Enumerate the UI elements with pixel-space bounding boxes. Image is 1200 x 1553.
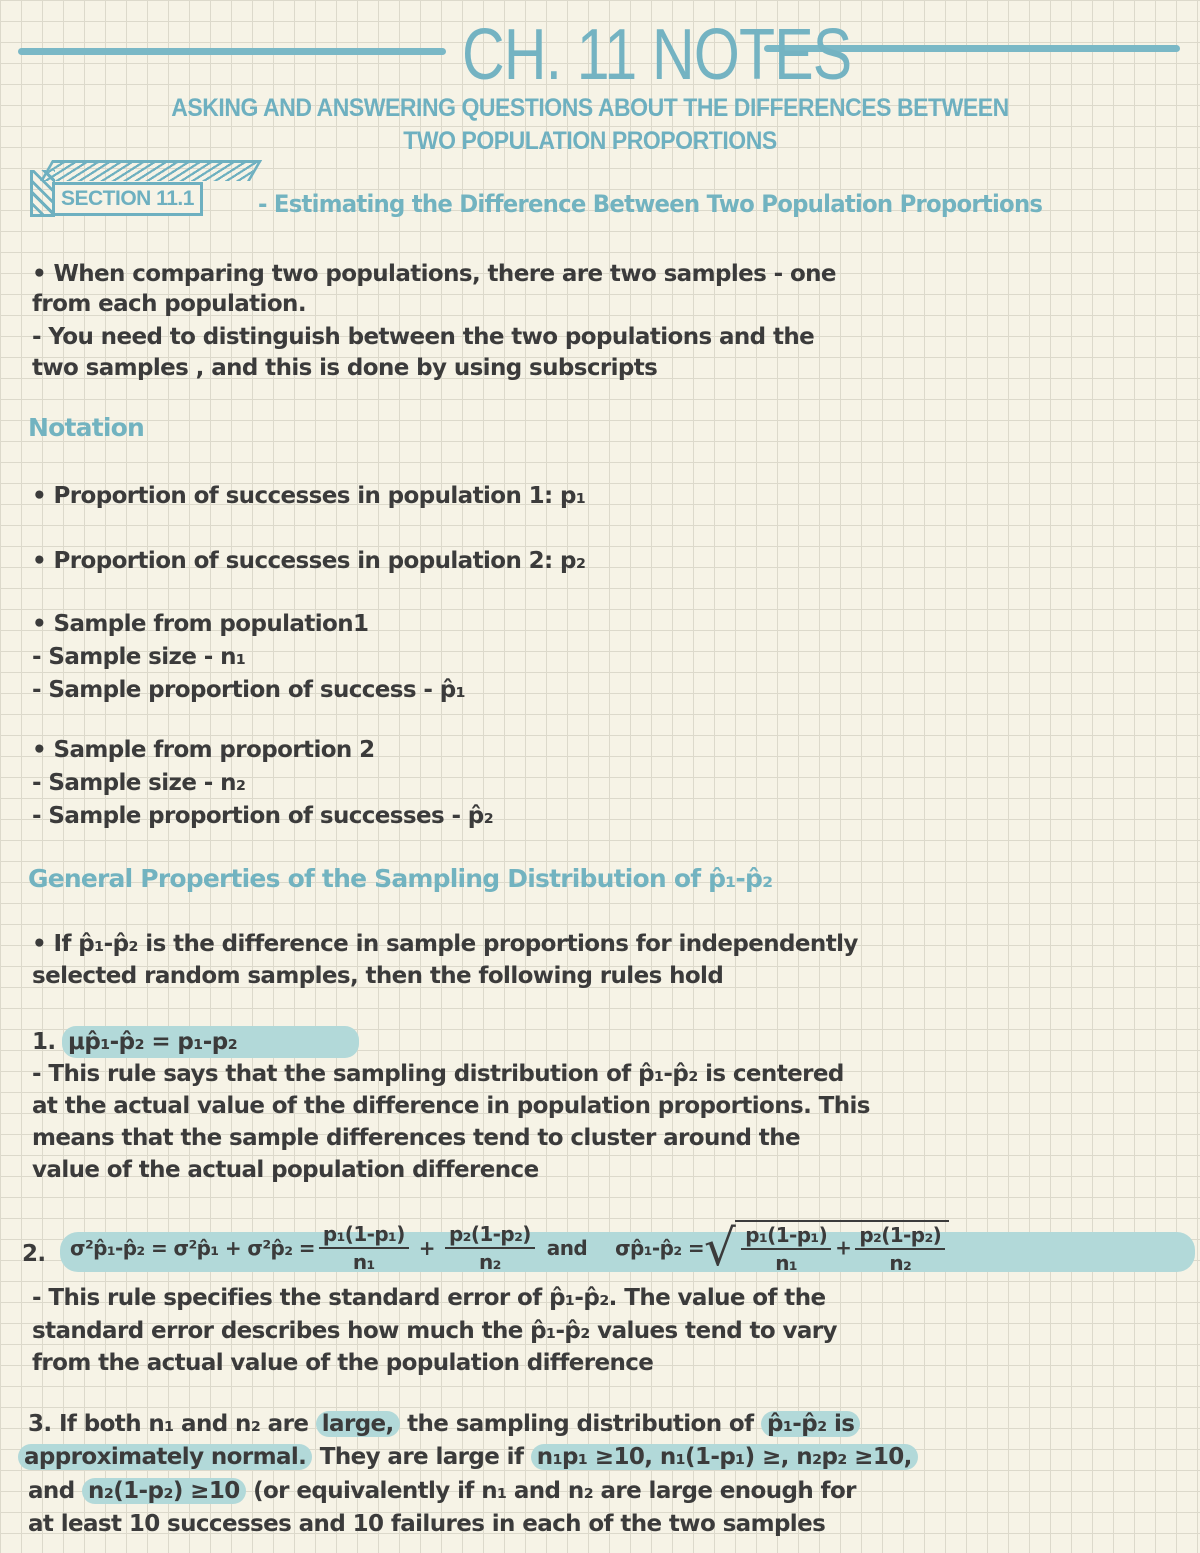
rule3-diff: p̂₁-p̂₂ is [761, 1411, 860, 1437]
rule2-line-2: standard error describes how much the p̂₁-p̂₂ values tend to vary [32, 1318, 837, 1344]
rule2-fraction-2 [445, 1221, 535, 1275]
notation-heading: Notation [28, 413, 145, 442]
section-title: - Estimating the Difference Between Two Population Proportions [258, 190, 1043, 218]
rule2-fraction-1-denominator: n₁ [352, 1250, 375, 1274]
notation-pop2: • Proportion of successes in population 2: p₂ [32, 548, 586, 574]
notation-sample1-prop: - Sample proportion of success - p̂₁ [32, 677, 466, 703]
rule3-line-2 [18, 1441, 918, 1473]
page-title: CH. 11 NOTES [462, 15, 852, 95]
notation-sample2-size: - Sample size - n₂ [32, 770, 246, 796]
rule2-lhs: σ²p̂₁-p̂₂ = σ²p̂₁ + σ²p̂₂ = [70, 1236, 315, 1260]
rule2-line-3: from the actual value of the population difference [32, 1350, 654, 1376]
rule3-text-c: They are large if [319, 1444, 524, 1470]
rule2-sqrt-fraction-1-denominator: n₁ [775, 1251, 798, 1275]
rule3-number: 3. [28, 1411, 52, 1437]
rule1-line-4: value of the actual population difference [32, 1157, 539, 1183]
rule2-number: 2. [22, 1241, 46, 1267]
section-badge-top [40, 160, 262, 181]
intro-line-4: two samples , and this is done by using subscripts [32, 355, 658, 381]
rule2-sd: σp̂₁-p̂₂ = [615, 1236, 705, 1260]
rule2-fraction-2-numerator: p₂(1-p₂) [445, 1221, 535, 1249]
notation-sample2-title: • Sample from proportion 2 [32, 737, 375, 763]
rule2-sqrt-fraction-2-numerator: p₂(1-p₂) [855, 1222, 945, 1250]
rule2-sqrt-fraction-2-denominator: n₂ [889, 1251, 912, 1275]
intro-line-3: - You need to distinguish between the two populations and the [32, 324, 815, 350]
rule2-line-1: - This rule specifies the standard error of p̂₁-p̂₂. The value of the [32, 1285, 826, 1311]
rule2-sqrt-fraction-1 [741, 1222, 831, 1276]
rule2-fraction-1 [319, 1221, 409, 1275]
rule3-cond1: n₁p₁ ≥10, n₁(1-p₁) ≥, n₂p₂ ≥10, [531, 1444, 918, 1470]
rule3-text-d: (or equivalently if n₁ and n₂ are large enough for [253, 1478, 856, 1504]
rule2-sqrt-fraction-2 [855, 1222, 945, 1276]
section-badge-side [30, 170, 55, 217]
notation-pop1: • Proportion of successes in population 1: p₁ [32, 483, 586, 509]
rule2-sqrt-body [735, 1220, 949, 1276]
rule1-formula: μp̂₁-p̂₂ = p₁-p₂ [62, 1026, 359, 1058]
notation-sample2-prop: - Sample proportion of successes - p̂₂ [32, 803, 494, 829]
section-label: SECTION 11.1 [52, 182, 203, 216]
notation-sample1-size: - Sample size - n₁ [32, 644, 246, 670]
section-badge [30, 160, 250, 220]
rule2-fraction-2-denominator: n₂ [478, 1250, 501, 1274]
rule1-line-3: means that the sample differences tend to cluster around the [32, 1125, 800, 1151]
rule2-fraction-1-numerator: p₁(1-p₁) [319, 1221, 409, 1249]
rule2-and: and [546, 1236, 588, 1260]
rule3-line-4: at least 10 successes and 10 failures in each of the two samples [28, 1511, 826, 1537]
rule3-approx: approximately normal. [18, 1444, 312, 1470]
rule2-formula [70, 1218, 949, 1278]
rule1-line-1: - This rule says that the sampling distribution of p̂₁-p̂₂ is centered [32, 1061, 844, 1087]
properties-heading: General Properties of the Sampling Distribution of p̂₁-p̂₂ [28, 864, 773, 893]
rule3-text-a: If both n₁ and n₂ are [58, 1411, 309, 1437]
rule2-sqrt-fraction-1-numerator: p₁(1-p₁) [741, 1222, 831, 1250]
rule3-line-1 [28, 1408, 860, 1440]
page-subtitle-line-2: TWO POPULATION PROPORTIONS [403, 127, 777, 155]
intro-line-1: • When comparing two populations, there are two samples - one [32, 261, 836, 287]
rule3-line-3 [28, 1475, 856, 1507]
title-rule-left [18, 48, 446, 55]
rule3-and: and [28, 1478, 75, 1504]
intro-line-2: from each population. [32, 291, 306, 317]
rule2-plus: + [418, 1236, 435, 1260]
rule2-sqrt-plus: + [835, 1235, 852, 1260]
rule3-large: large, [316, 1411, 400, 1437]
rule3-cond2: n₂(1-p₂) ≥10 [82, 1478, 246, 1504]
notation-sample1-title: • Sample from population1 [32, 611, 369, 637]
rule3-text-b: the sampling distribution of [407, 1411, 754, 1437]
properties-intro-line-1: • If p̂₁-p̂₂ is the difference in sample proportions for independently [32, 931, 858, 957]
page-subtitle-line-1: ASKING AND ANSWERING QUESTIONS ABOUT THE DIFFERENCES BETWEEN [171, 94, 1009, 122]
rule1-line-2: at the actual value of the difference in population proportions. This [32, 1093, 870, 1119]
sqrt-icon: √ [704, 1219, 736, 1277]
rule1-number: 1. [32, 1029, 56, 1055]
properties-intro-line-2: selected random samples, then the following rules hold [32, 963, 724, 989]
